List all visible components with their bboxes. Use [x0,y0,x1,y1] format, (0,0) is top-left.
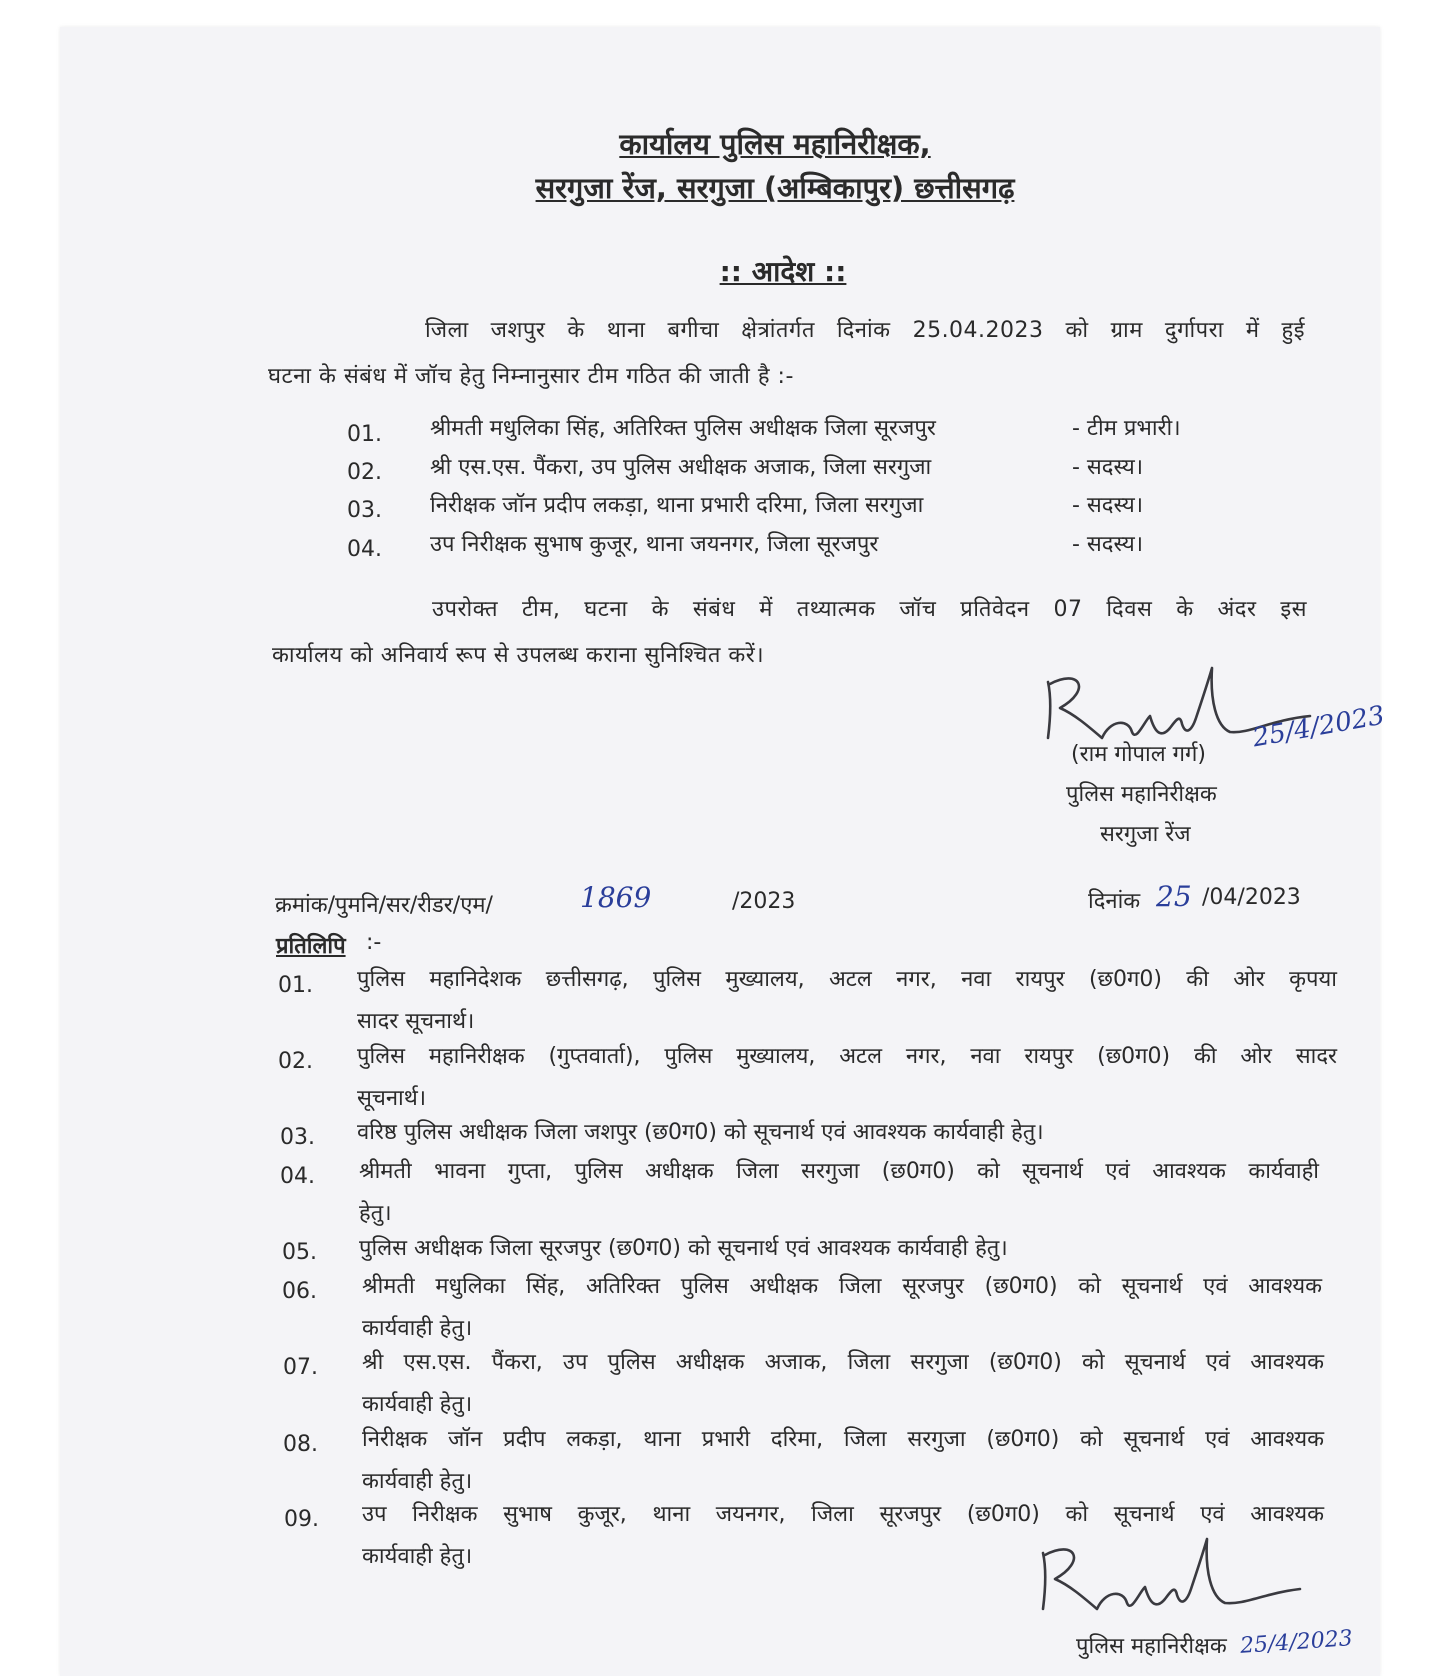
footer-signature-date: 25/4/2023 [1239,1626,1354,1659]
team-member-role: - सदस्य। [1072,532,1144,557]
intro-line-2: घटना के संबंध में जॉच हेतु निम्नानुसार टीम गठित की जाती है :- [268,364,794,389]
copy-line: उप निरीक्षक सुभाष कुजूर, थाना जयनगर, जिला सूरजपुर (छ0ग0) को सूचनार्थ एवं आवश्यक [362,1502,1324,1527]
copy-line: श्रीमती भावना गुप्ता, पुलिस अधीक्षक जिला सरगुजा (छ0ग0) को सूचनार्थ एवं आवश्यक कार्यवाही [359,1159,1319,1184]
reference-number-handwritten: 1869 [580,881,652,914]
copy-line: सूचनार्थ। [357,1086,427,1111]
copy-number: 05. [282,1240,317,1265]
date-rest: /04/2023 [1202,885,1301,910]
copy-line: श्रीमती मधुलिका सिंह, अतिरिक्त पुलिस अधीक्षक जिला सूरजपुर (छ0ग0) को सूचनार्थ एवं आवश्यक [362,1274,1322,1299]
copy-number: 03. [280,1125,315,1150]
footer-designation: पुलिस महानिरीक्षक [1076,1634,1227,1659]
team-member-name: श्रीमती मधुलिका सिंह, अतिरिक्त पुलिस अधीक्षक जिला सूरजपुर [430,416,936,441]
copy-line: पुलिस अधीक्षक जिला सूरजपुर (छ0ग0) को सूचनार्थ एवं आवश्यक कार्यवाही हेतु। [359,1236,1008,1261]
copy-line: कार्यवाही हेतु। [362,1469,473,1494]
date-label: दिनांक [1088,889,1141,914]
copy-line: पुलिस महानिदेशक छत्तीसगढ़, पुलिस मुख्यालय, अटल नगर, नवा रायपुर (छ0ग0) की ओर कृपया [357,967,1337,992]
copy-line: हेतु। [359,1201,392,1226]
copy-number: 01. [278,973,313,998]
signature-date: 25/4/2023 [1250,700,1387,754]
order-heading: :: आदेश :: [719,255,847,288]
copy-heading-suffix: :- [366,930,382,955]
intro-line-1: जिला जशपुर के थाना बगीचा क्षेत्रांतर्गत दिनांक 25.04.2023 को ग्राम दुर्गापरा में हुई [425,318,1305,343]
copy-line: कार्यवाही हेतु। [362,1544,473,1569]
signatory-range: सरगुजा रेंज [1100,822,1191,847]
copy-line: कार्यवाही हेतु। [362,1392,473,1417]
reference-prefix: क्रमांक/पुमनि/सर/रीडर/एम/ [275,893,493,918]
office-title-line2: सरगुजा रेंज, सरगुजा (अम्बिकापुर) छत्तीसगढ़ [535,171,1015,205]
footer-signature-image [1035,1535,1335,1630]
team-member-role: - सदस्य। [1072,493,1144,518]
team-number: 03. [347,498,382,523]
copy-number: 06. [282,1279,317,1304]
instruction-line-1: उपरोक्त टीम, घटना के संबंध में तथ्यात्मक जॉच प्रतिवेदन 07 दिवस के अंदर इस [432,597,1307,622]
copy-line: पुलिस महानिरीक्षक (गुप्तवार्ता), पुलिस मुख्यालय, अटल नगर, नवा रायपुर (छ0ग0) की ओर सादर [357,1044,1337,1069]
team-member-role: - टीम प्रभारी। [1072,416,1181,441]
team-number: 04. [347,537,382,562]
copy-heading: प्रतिलिपि [276,934,346,959]
copy-line: निरीक्षक जॉन प्रदीप लकड़ा, थाना प्रभारी दरिमा, जिला सरगुजा (छ0ग0) को सूचनार्थ एवं आवश्यक [362,1427,1324,1452]
team-number: 01. [347,422,382,447]
date-day-handwritten: 25 [1156,880,1192,913]
signatory-designation: पुलिस महानिरीक्षक [1066,782,1217,807]
copy-number: 09. [284,1507,319,1532]
team-member-name: श्री एस.एस. पैंकरा, उप पुलिस अधीक्षक अजाक, जिला सरगुजा [430,455,932,480]
team-member-name: निरीक्षक जॉन प्रदीप लकड़ा, थाना प्रभारी दरिमा, जिला सरगुजा [430,493,924,518]
instruction-line-2: कार्यालय को अनिवार्य रूप से उपलब्ध कराना सुनिश्चित करें। [272,643,765,668]
copy-number: 02. [278,1049,313,1074]
copy-line: सादर सूचनार्थ। [357,1009,475,1034]
signatory-name: (राम गोपाल गर्ग) [1071,742,1206,767]
copy-number: 07. [283,1355,318,1380]
copy-line: वरिष्ठ पुलिस अधीक्षक जिला जशपुर (छ0ग0) को सूचनार्थ एवं आवश्यक कार्यवाही हेतु। [357,1120,1044,1145]
copy-line: श्री एस.एस. पैंकरा, उप पुलिस अधीक्षक अजाक, जिला सरगुजा (छ0ग0) को सूचनार्थ एवं आवश्यक [362,1350,1324,1375]
team-member-role: - सदस्य। [1072,455,1144,480]
team-number: 02. [347,460,382,485]
copy-line: कार्यवाही हेतु। [362,1316,473,1341]
copy-number: 08. [283,1432,318,1457]
office-title-line1: कार्यालय पुलिस महानिरीक्षक, [619,127,931,161]
team-member-name: उप निरीक्षक सुभाष कुजूर, थाना जयनगर, जिला सूरजपुर [430,532,879,557]
copy-number: 04. [280,1164,315,1189]
reference-year: /2023 [732,889,796,914]
